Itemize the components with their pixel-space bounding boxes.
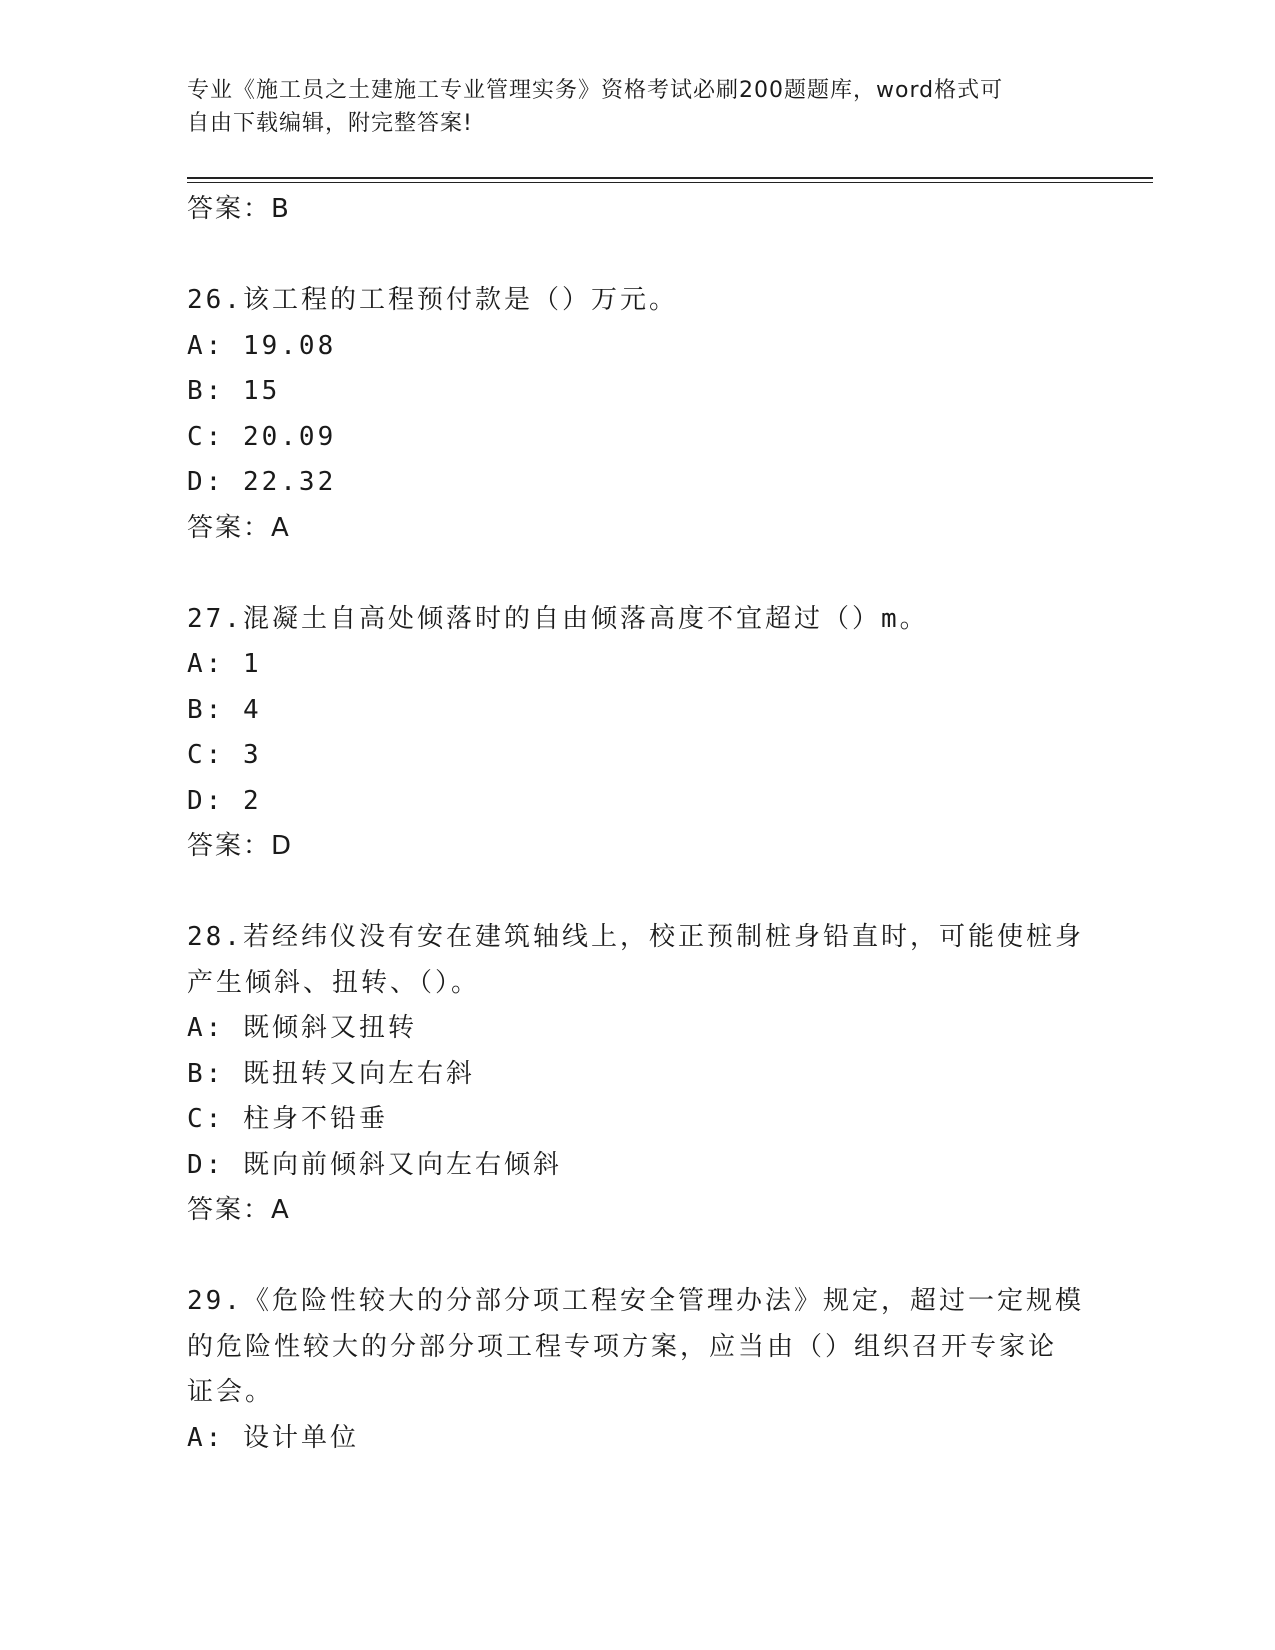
question-text: 26.该工程的工程预付款是（）万元。 — [187, 285, 678, 315]
option-b: B: 15 — [187, 376, 281, 406]
header-divider — [187, 177, 1153, 183]
option-c: C: 3 — [187, 740, 262, 770]
header-line-2: 自由下载编辑，附完整答案! — [187, 111, 473, 136]
spacer — [187, 551, 1087, 597]
option-a: A: 19.08 — [187, 330, 337, 361]
answer-line: 答案：A — [187, 1195, 291, 1225]
question-text: 27.混凝土自高处倾落时的自由倾落高度不宜超过（）m。 — [187, 603, 929, 634]
answer-line: 答案：A — [187, 512, 291, 543]
option-c: C: 20.09 — [187, 421, 337, 452]
spacer — [187, 233, 1087, 279]
option-c: C: 柱身不铅垂 — [187, 1104, 388, 1134]
question-text-line-2: 的危险性较大的分部分项工程专项方案，应当由（）组织召开专家论 — [187, 1331, 1058, 1362]
option-a: A: 1 — [187, 649, 262, 679]
option-a: A: 设计单位 — [187, 1422, 359, 1453]
spacer — [187, 1234, 1087, 1280]
question-list — [187, 187, 1087, 1461]
question-block-27 — [187, 597, 1087, 870]
option-b: B: 既扭转又向左右斜 — [187, 1058, 475, 1089]
option-a: A: 既倾斜又扭转 — [187, 1013, 417, 1043]
option-d: D: 2 — [187, 785, 262, 816]
question-text-line-1: 29.《危险性较大的分部分项工程安全管理办法》规定，超过一定规模 — [187, 1286, 1084, 1316]
page-header — [187, 74, 1067, 140]
question-block-26 — [187, 278, 1087, 551]
option-d: D: 既向前倾斜又向左右倾斜 — [187, 1149, 562, 1180]
question-block-28 — [187, 915, 1087, 1234]
answer-line: 答案：B — [187, 194, 291, 224]
question-block-29 — [187, 1279, 1087, 1461]
spacer — [187, 870, 1087, 916]
question-text-line-3: 证会。 — [187, 1377, 275, 1407]
option-b: B: 4 — [187, 694, 262, 725]
question-text-line-1: 28.若经纬仪没有安在建筑轴线上，校正预制桩身铅直时，可能使桩身 — [187, 922, 1084, 952]
answer-line: 答案：D — [187, 831, 294, 861]
header-line-1: 专业《施工员之土建施工专业管理实务》资格考试必刷200题题库，word格式可 — [187, 78, 1004, 103]
question-text-line-2: 产生倾斜、扭转、（）。 — [187, 967, 481, 998]
option-d: D: 22.32 — [187, 467, 337, 497]
